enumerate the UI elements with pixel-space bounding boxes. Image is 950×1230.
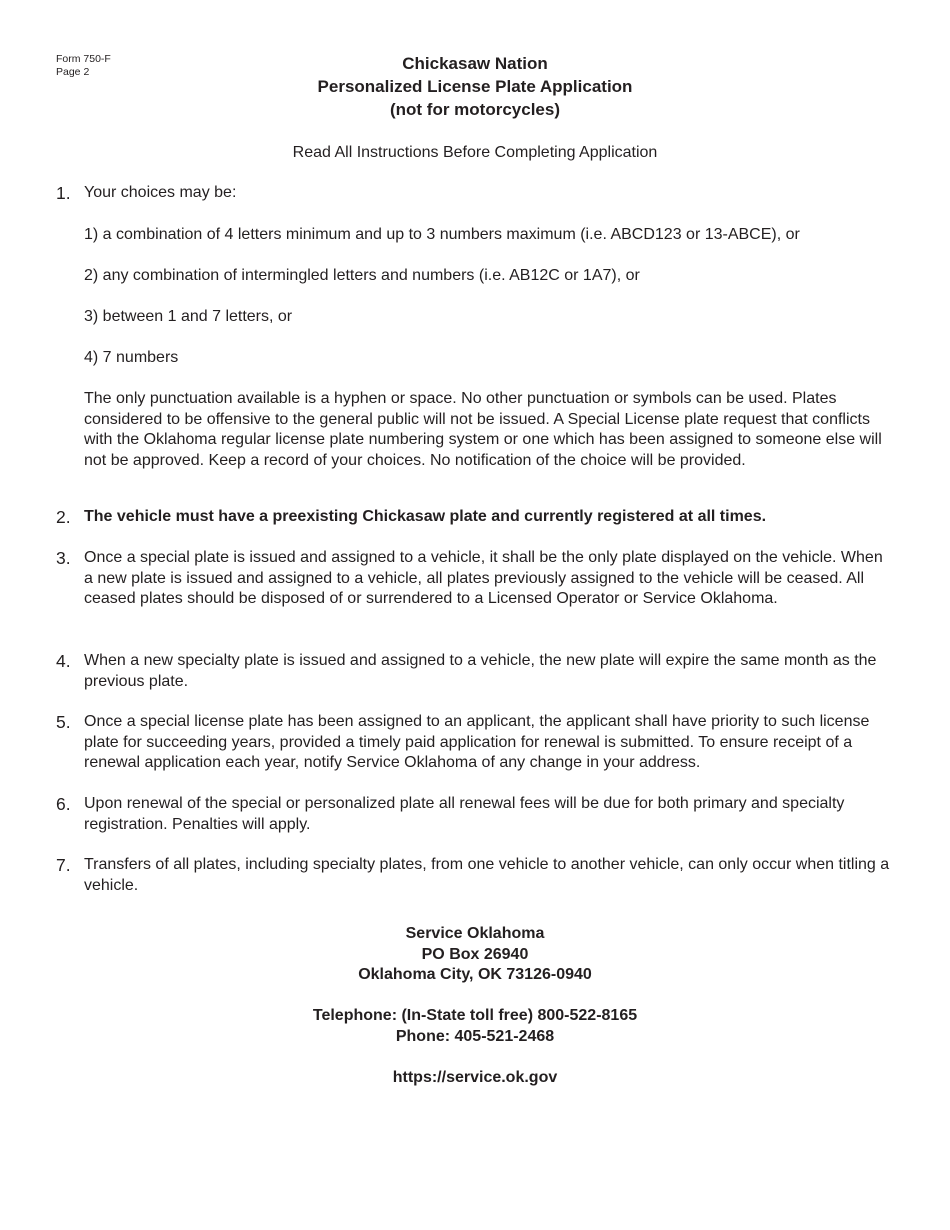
title-line-3: (not for motorcycles) (389, 100, 561, 119)
punctuation-note: The only punctuation available is a hyphen or space. No other punctuation or symbols can be used. Plates considered to be offensive to the general public will not be issued. A Special License plate request that conflicts with the Oklahoma regular license plate numbering system or one which has been assigned to someone else will not be approved. Keep a record of your choices. No notification of the choice will be provided. (84, 390, 882, 469)
list-item-6 (56, 794, 890, 835)
list-item-1 (56, 183, 890, 204)
list-item-4 (56, 651, 890, 692)
choice-1: 1) a combination of 4 letters minimum and up to 3 numbers maximum (i.e. ABCD123 or 13-ABCE), or (84, 226, 800, 243)
list-item-7 (56, 855, 890, 896)
item-number: 6. (56, 794, 71, 814)
choice-4: 4) 7 numbers (84, 349, 179, 366)
item-number: 4. (56, 651, 71, 671)
item-text: When a new specialty plate is issued and assigned to a vehicle, the new plate will expire the same month as the previous plate. (84, 652, 877, 690)
contact-po-box: PO Box 26940 (421, 945, 529, 963)
choice-3: 3) between 1 and 7 letters, or (84, 308, 293, 325)
item-number: 5. (56, 712, 71, 732)
form-number: Form 750-F (56, 53, 111, 65)
contact-org: Service Oklahoma (405, 925, 545, 942)
choice-2: 2) any combination of intermingled letters and numbers (i.e. AB12C or 1A7), or (84, 267, 640, 284)
item-number: 3. (56, 548, 71, 568)
item-number: 1. (56, 183, 71, 203)
title-line-2: Personalized License Plate Application (317, 77, 633, 96)
instructions-heading: Read All Instructions Before Completing Application (292, 144, 658, 161)
contact-telephone: Telephone: (In-State toll free) 800-522-8165 (312, 1007, 638, 1024)
page-number: Page 2 (56, 66, 90, 78)
item-number: 2. (56, 507, 71, 527)
contact-phone: Phone: 405-521-2468 (395, 1027, 555, 1045)
item-text: Once a special plate is issued and assigned to a vehicle, it shall be the only plate displayed on the vehicle. When a new plate is issued and assigned to a vehicle, all plates previously assigned to the vehicle will be ceased. All ceased plates should be disposed of or surrendered to a Licensed Operator or Service Oklahoma. (84, 549, 883, 607)
contact-block (0, 924, 950, 1088)
page-title (0, 52, 950, 121)
title-line-1: Chickasaw Nation (402, 54, 548, 73)
list-item-2 (56, 507, 890, 528)
item-text: Your choices may be: (84, 184, 237, 201)
list-item-3 (56, 548, 890, 610)
item-text: The vehicle must have a preexisting Chickasaw plate and currently registered at all times. (84, 508, 767, 525)
item-text: Once a special license plate has been assigned to an applicant, the applicant shall have priority to such license plate for succeeding years, provided a timely paid application for renewal is submitted. To ensure receipt of a renewal application each year, notify Service Oklahoma of any change in your address. (84, 713, 870, 771)
list-item-5 (56, 712, 890, 774)
contact-website-link[interactable]: https://service.ok.gov (392, 1068, 558, 1086)
item-number: 7. (56, 855, 71, 875)
item-text: Upon renewal of the special or personalized plate all renewal fees will be due for both primary and specialty registration. Penalties will apply. (84, 795, 845, 833)
item-text: Transfers of all plates, including specialty plates, from one vehicle to another vehicle, can only occur when titling a vehicle. (84, 856, 890, 894)
contact-city: Oklahoma City, OK 73126-0940 (358, 966, 592, 983)
